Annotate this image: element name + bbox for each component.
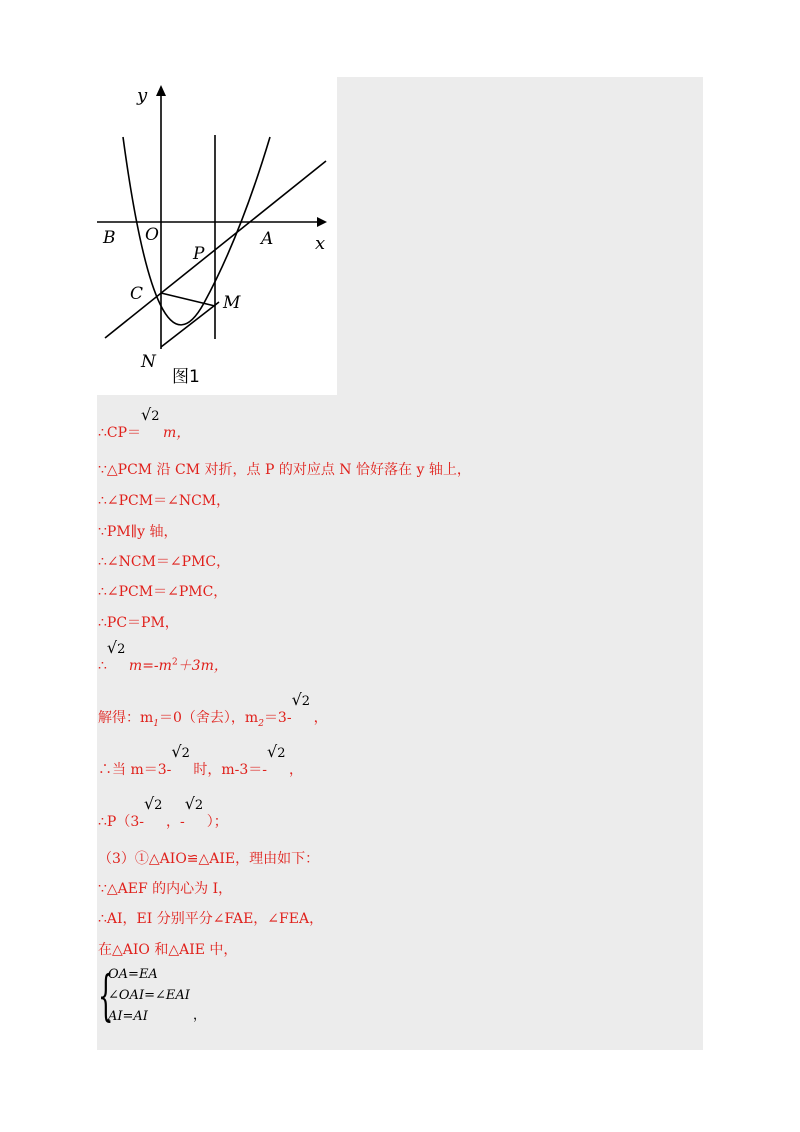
system-row-3: AI=AI xyxy=(108,1009,148,1024)
solution-line-1 xyxy=(98,409,191,442)
x-axis-arrow xyxy=(317,217,327,227)
figure-1 xyxy=(97,77,337,395)
solution-line-6: ∴∠PCM＝∠PMC， xyxy=(98,584,228,600)
sqrt-symbol xyxy=(144,798,166,826)
solution-line-13: ∵△AEF 的内心为 I， xyxy=(98,881,233,897)
solution-line-7: ∴PC＝PM， xyxy=(98,615,179,631)
label-p: P xyxy=(193,244,205,264)
y-axis-arrow xyxy=(156,85,166,96)
sqrt-symbol xyxy=(107,642,129,670)
sqrt-symbol xyxy=(185,798,207,826)
sqrt-symbol xyxy=(267,746,289,774)
text-segment: ）； xyxy=(206,814,228,830)
text-segment: ＝3- xyxy=(263,710,292,726)
text-segment: ， xyxy=(313,710,328,726)
subscript: 2 xyxy=(258,718,264,729)
parabola-diagram xyxy=(97,77,337,395)
line-nm xyxy=(161,302,219,347)
label-a: A xyxy=(261,229,274,249)
exponent: 2 xyxy=(171,657,178,668)
text-segment: 解得：m xyxy=(98,710,154,726)
solution-line-15: 在△AIO 和△AIE 中， xyxy=(98,942,238,958)
sqrt-radicand: √ 2 xyxy=(267,742,285,761)
subscript: 1 xyxy=(153,718,160,729)
text-segment: m， xyxy=(163,425,191,441)
solution-line-12: （3）①△AIO≌△AIE，理由如下： xyxy=(98,851,320,867)
text-segment: ＋3m， xyxy=(177,658,228,674)
text-segment: ＝0（舍去），m xyxy=(159,710,259,726)
sqrt-radicand: √ 2 xyxy=(185,794,203,813)
label-c: C xyxy=(130,284,144,304)
sqrt-radicand: √ 2 xyxy=(171,742,189,761)
label-m: M xyxy=(223,293,241,313)
sqrt-radicand: √ 2 xyxy=(292,690,310,709)
solution-line-14: ∴AI，EI 分别平分∠FAE，∠FEA， xyxy=(98,911,324,927)
sqrt-radicand: √ 2 xyxy=(107,638,125,657)
sqrt-radicand: √ 2 xyxy=(141,405,159,424)
system-row-2: ∠OAI=∠EAI xyxy=(108,988,190,1003)
solution-line-3: ∴∠PCM＝∠NCM， xyxy=(98,493,231,509)
sqrt-symbol xyxy=(141,409,163,437)
label-o: O xyxy=(145,225,159,245)
text-segment: ∴ xyxy=(98,658,107,674)
solution-line-4: ∵PM∥y 轴， xyxy=(98,524,178,540)
label-b: B xyxy=(103,228,116,248)
solution-line-9 xyxy=(98,694,328,729)
text-segment: ，- xyxy=(165,814,185,830)
left-brace: { xyxy=(98,964,114,1027)
sqrt-radicand: √ 2 xyxy=(144,794,162,813)
solution-line-11 xyxy=(98,798,228,831)
text-segment: 时，m-3＝- xyxy=(193,762,268,778)
text-segment: ， xyxy=(289,762,304,778)
label-y: y xyxy=(137,85,148,106)
solution-line-8 xyxy=(98,642,228,675)
text-segment: m=-m xyxy=(128,658,172,674)
sqrt-symbol xyxy=(292,694,314,722)
text-segment: ∴P（3- xyxy=(98,814,144,830)
sqrt-symbol xyxy=(171,746,193,774)
solution-line-5: ∴∠NCM＝∠PMC， xyxy=(98,554,231,570)
text-segment: ∴当 m＝3- xyxy=(98,762,172,778)
line-cm xyxy=(161,293,215,306)
label-x: x xyxy=(315,233,326,254)
figure-caption: 图1 xyxy=(172,367,200,387)
system-row-1: OA=EA xyxy=(108,967,158,982)
solution-line-10 xyxy=(98,746,304,779)
solution-line-2: ∵△PCM 沿 CM 对折，点 P 的对应点 N 恰好落在 y 轴上， xyxy=(98,462,471,478)
text-segment: ∴CP＝ xyxy=(98,425,142,441)
system-trailing-comma: ， xyxy=(193,1008,207,1023)
label-n: N xyxy=(141,352,156,372)
